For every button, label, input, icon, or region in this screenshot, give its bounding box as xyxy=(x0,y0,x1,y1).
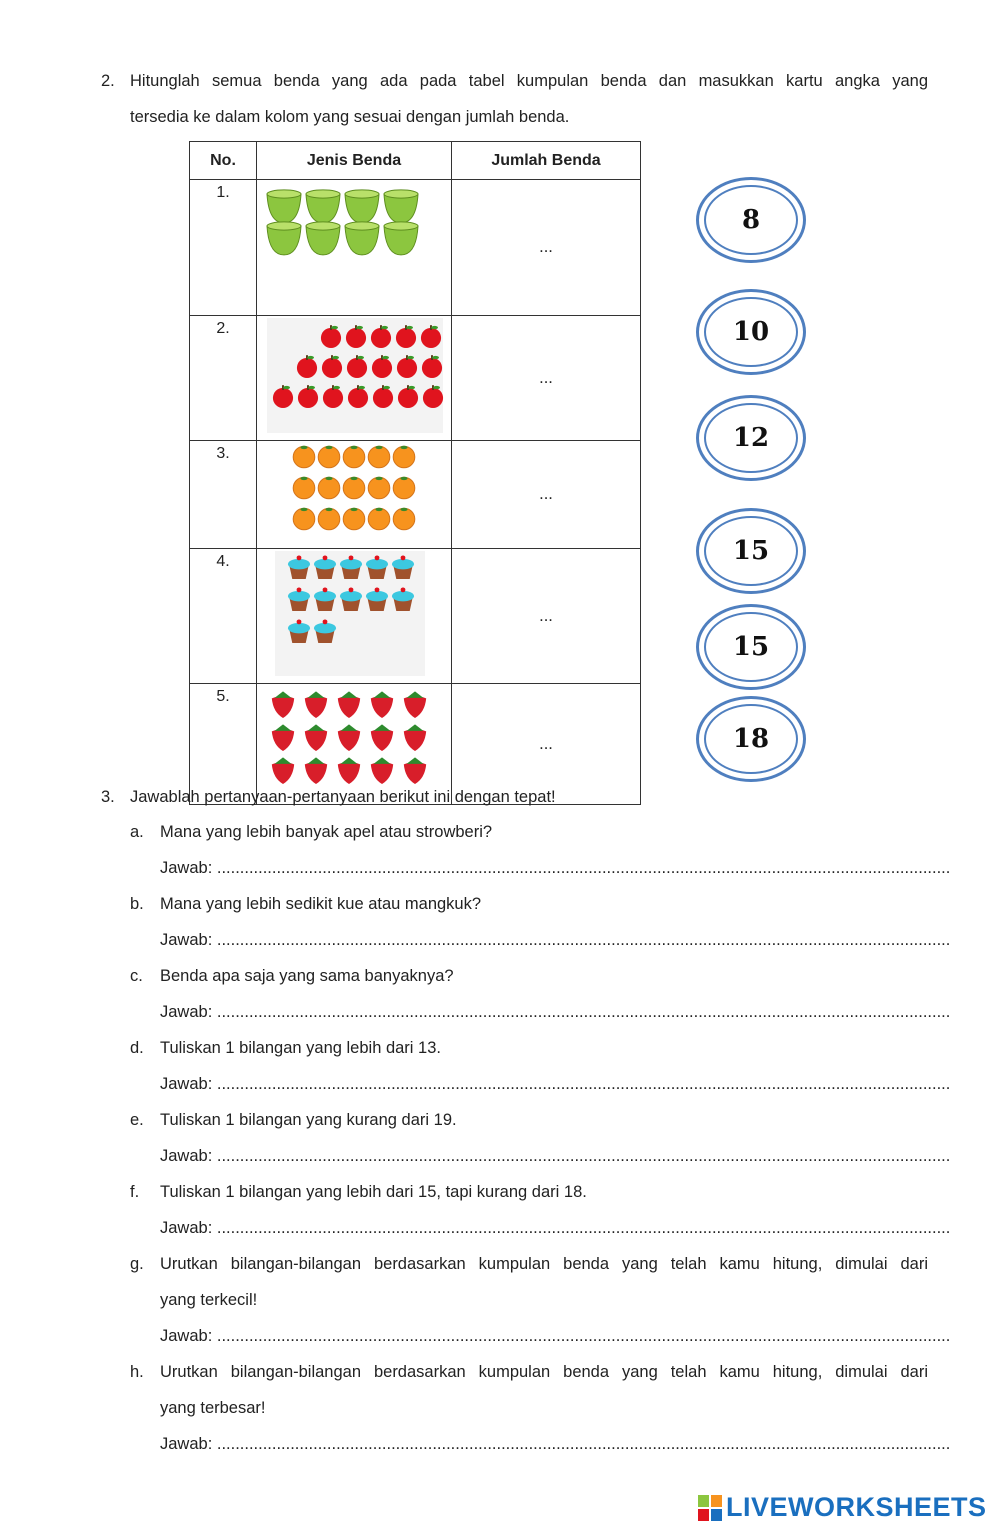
strawberry-picture xyxy=(257,684,451,799)
number-card[interactable] xyxy=(696,289,806,375)
number-card[interactable] xyxy=(696,508,806,594)
orange-icon xyxy=(293,477,315,499)
object-count-table xyxy=(189,141,641,805)
answer-line[interactable] xyxy=(160,1435,951,1454)
question-3-title: Jawablah pertanyaan-pertanyaan berikut ini dengan tepat! xyxy=(130,788,556,806)
object-picture-cell xyxy=(257,684,452,805)
number-card[interactable] xyxy=(696,177,806,263)
strawberry-group xyxy=(257,684,451,804)
answer-line[interactable] xyxy=(160,1219,951,1238)
bowl-icon xyxy=(267,190,301,223)
row-number: 2. xyxy=(190,316,257,441)
number-card-value: 15 xyxy=(704,612,798,682)
sub-question-text: Tuliskan 1 bilangan yang lebih dari 13. xyxy=(160,1039,441,1057)
sub-question-label: d. xyxy=(130,1039,144,1057)
brand-name: LIVEWORKSHEETS xyxy=(726,1492,987,1522)
table-row xyxy=(190,316,641,441)
orange-icon xyxy=(393,446,415,468)
sub-question-text: Tuliskan 1 bilangan yang kurang dari 19. xyxy=(160,1111,457,1129)
header-no: No. xyxy=(190,142,257,180)
orange-icon xyxy=(368,477,390,499)
bowl-picture xyxy=(257,180,451,310)
answer-dotted-line: ................................................................................................................................................................ xyxy=(216,1147,951,1165)
number-card-value: 8 xyxy=(704,185,798,255)
bowl-group xyxy=(257,180,451,315)
strawberry-icon xyxy=(272,757,294,784)
row-number: 1. xyxy=(190,180,257,316)
answer-dotted-line: ................................................................................................................................................................ xyxy=(216,859,951,877)
answer-label: Jawab: xyxy=(160,1075,217,1093)
sub-question-label: b. xyxy=(130,895,144,913)
answer-dotted-line: ................................................................................................................................................................ xyxy=(216,1075,951,1093)
orange-icon xyxy=(293,508,315,530)
orange-icon xyxy=(343,477,365,499)
sub-question-label: h. xyxy=(130,1363,144,1381)
number-card[interactable] xyxy=(696,604,806,690)
answer-line[interactable] xyxy=(160,931,951,950)
row-number: 3. xyxy=(190,441,257,549)
row-number: 5. xyxy=(190,684,257,805)
sub-question-label: f. xyxy=(130,1183,140,1201)
answer-dotted-line: ................................................................................................................................................................ xyxy=(216,1003,951,1021)
answer-label: Jawab: xyxy=(160,1435,217,1453)
orange-icon xyxy=(368,446,390,468)
sub-question-label: e. xyxy=(130,1111,144,1129)
header-jumlah-benda: Jumlah Benda xyxy=(452,142,641,180)
question-2-text-line1: Hitunglah semua benda yang ada pada tabel kumpulan benda dan masukkan kartu angka yang xyxy=(130,72,928,90)
bowl-icon xyxy=(384,190,418,223)
bowl-icon xyxy=(345,190,379,223)
count-drop-slot[interactable]: ... xyxy=(452,684,641,805)
strawberry-icon xyxy=(272,691,294,718)
number-card-value: 15 xyxy=(704,516,798,586)
object-picture-cell xyxy=(257,180,452,316)
answer-label: Jawab: xyxy=(160,1219,217,1237)
answer-label: Jawab: xyxy=(160,931,217,949)
orange-icon xyxy=(318,477,340,499)
bowl-icon xyxy=(267,222,301,255)
answer-line[interactable] xyxy=(160,1075,951,1094)
strawberry-icon xyxy=(338,691,360,718)
apple-group xyxy=(257,316,451,440)
answer-line[interactable] xyxy=(160,1147,951,1166)
answer-label: Jawab: xyxy=(160,1147,217,1165)
answer-label: Jawab: xyxy=(160,1327,217,1345)
answer-line[interactable] xyxy=(160,1003,951,1022)
object-picture-cell xyxy=(257,549,452,684)
strawberry-icon xyxy=(305,757,327,784)
strawberry-icon xyxy=(371,691,393,718)
sub-question-label: g. xyxy=(130,1255,144,1273)
sub-question-text: Benda apa saja yang sama banyaknya? xyxy=(160,967,454,985)
sub-question-text: Urutkan bilangan-bilangan berdasarkan kumpulan benda yang telah kamu hitung, dimulai dari xyxy=(160,1363,928,1381)
liveworksheets-logo xyxy=(698,1492,987,1523)
sub-question-text: Mana yang lebih sedikit kue atau mangkuk? xyxy=(160,895,482,913)
answer-dotted-line: ................................................................................................................................................................ xyxy=(216,1327,951,1345)
strawberry-icon xyxy=(338,757,360,784)
orange-icon xyxy=(293,446,315,468)
orange-icon xyxy=(393,477,415,499)
liveworksheets-blocks-icon xyxy=(698,1495,722,1521)
strawberry-icon xyxy=(305,724,327,751)
answer-label: Jawab: xyxy=(160,859,217,877)
bowl-icon xyxy=(345,222,379,255)
count-drop-slot[interactable]: ... xyxy=(452,549,641,684)
orange-icon xyxy=(318,446,340,468)
orange-picture xyxy=(257,441,451,543)
sub-question-text-continued: yang terkecil! xyxy=(160,1291,258,1309)
cupcake-picture xyxy=(257,549,451,678)
strawberry-icon xyxy=(404,691,426,718)
table-row xyxy=(190,684,641,805)
object-picture-cell xyxy=(257,316,452,441)
number-card-value: 18 xyxy=(704,704,798,774)
answer-dotted-line: ................................................................................................................................................................ xyxy=(216,1435,951,1453)
table-row xyxy=(190,180,641,316)
header-jenis-benda: Jenis Benda xyxy=(257,142,452,180)
sub-question-text: Mana yang lebih banyak apel atau strowberi? xyxy=(160,823,493,841)
count-drop-slot[interactable]: ... xyxy=(452,180,641,316)
count-drop-slot[interactable]: ... xyxy=(452,441,641,549)
count-drop-slot[interactable]: ... xyxy=(452,316,641,441)
number-card[interactable] xyxy=(696,696,806,782)
question-3-number: 3. xyxy=(101,788,115,806)
orange-icon xyxy=(318,508,340,530)
table-row xyxy=(190,549,641,684)
number-card-value: 12 xyxy=(704,403,798,473)
answer-dotted-line: ................................................................................................................................................................ xyxy=(216,931,951,949)
answer-line[interactable] xyxy=(160,1327,951,1346)
answer-label: Jawab: xyxy=(160,1003,217,1021)
strawberry-icon xyxy=(305,691,327,718)
sub-question-text: Urutkan bilangan-bilangan berdasarkan kumpulan benda yang telah kamu hitung, dimulai dari xyxy=(160,1255,928,1273)
strawberry-icon xyxy=(272,724,294,751)
table-header-row xyxy=(190,142,641,180)
bowl-icon xyxy=(306,190,340,223)
cupcake-group xyxy=(257,549,451,683)
number-card[interactable] xyxy=(696,395,806,481)
answer-dotted-line: ................................................................................................................................................................ xyxy=(216,1219,951,1237)
orange-icon xyxy=(343,508,365,530)
strawberry-icon xyxy=(371,724,393,751)
sub-question-label: c. xyxy=(130,967,143,985)
bowl-icon xyxy=(384,222,418,255)
strawberry-icon xyxy=(404,724,426,751)
row-number: 4. xyxy=(190,549,257,684)
sub-question-text: Tuliskan 1 bilangan yang lebih dari 15, tapi kurang dari 18. xyxy=(160,1183,587,1201)
orange-icon xyxy=(368,508,390,530)
answer-line[interactable] xyxy=(160,859,951,878)
strawberry-icon xyxy=(338,724,360,751)
question-2-text-line2: tersedia ke dalam kolom yang sesuai dengan jumlah benda. xyxy=(130,108,570,126)
strawberry-icon xyxy=(371,757,393,784)
sub-question-text-continued: yang terbesar! xyxy=(160,1399,266,1417)
orange-group xyxy=(257,441,451,548)
bowl-icon xyxy=(306,222,340,255)
object-picture-cell xyxy=(257,441,452,549)
apple-picture xyxy=(257,316,451,435)
number-card-value: 10 xyxy=(704,297,798,367)
sub-question-label: a. xyxy=(130,823,144,841)
strawberry-icon xyxy=(404,757,426,784)
question-2-number: 2. xyxy=(101,72,115,90)
orange-icon xyxy=(393,508,415,530)
orange-icon xyxy=(343,446,365,468)
table-row xyxy=(190,441,641,549)
